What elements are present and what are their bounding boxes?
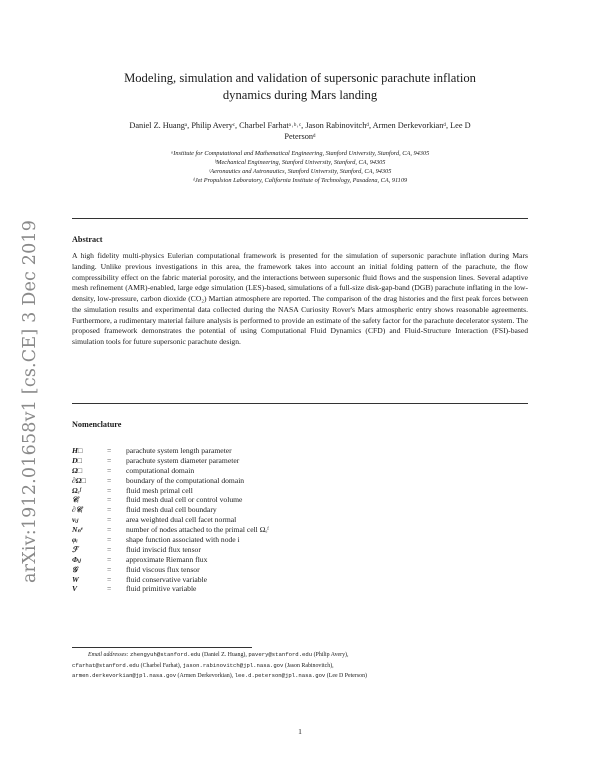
nomenclature-description: computational domain	[126, 465, 195, 475]
nomenclature-row	[72, 535, 528, 545]
email-owner: (Charbel Farhat),	[140, 662, 182, 669]
footnote-rule	[72, 647, 252, 648]
nomenclature-symbol: 𝒢	[72, 564, 78, 574]
equals-sign: =	[107, 535, 112, 545]
nomenclature-symbol: 𝒞ᵢ	[72, 495, 79, 505]
equals-sign: =	[107, 564, 112, 574]
email-link[interactable]: jason.rabinovitch@jpl.nasa.gov	[182, 661, 284, 669]
nomenclature-symbol: D□	[72, 455, 83, 465]
equals-sign: =	[107, 515, 112, 525]
abstract-heading: Abstract	[72, 235, 103, 244]
affiliations	[70, 150, 530, 186]
nomenclature-description: fluid inviscid flux tensor	[126, 544, 201, 554]
nomenclature-description: approximate Riemann flux	[126, 554, 208, 564]
nomenclature-description: fluid primitive variable	[126, 584, 197, 594]
nomenclature-symbol: Φᵢⱼ	[72, 554, 81, 564]
footnote-label: Email addresses:	[88, 652, 129, 658]
email-owner: (Jason Rabinovitch),	[284, 662, 334, 669]
nomenclature-description: number of nodes attached to the primal cell Ωₑᶠ	[126, 525, 269, 535]
nomenclature-description: fluid conservative variable	[126, 574, 207, 584]
nomenclature-description: parachute system diameter parameter	[126, 455, 240, 465]
nomenclature-description: shape function associated with node i	[126, 535, 240, 545]
nomenclature-symbol: Ωₑᶠ	[72, 485, 82, 495]
equals-sign: =	[107, 475, 112, 485]
nomenclature-symbol: Ω□	[72, 465, 83, 475]
nomenclature-symbol: ∂Ω□	[72, 475, 87, 485]
footnote-line-2	[72, 661, 528, 672]
nomenclature-list	[72, 446, 528, 594]
nomenclature-row	[72, 495, 528, 505]
affiliation-b: ᵇMechanical Engineering, Stanford University, Stanford, CA, 94305	[214, 158, 386, 166]
nomenclature-symbol: Nₙᵉ	[72, 525, 83, 535]
nomenclature-row	[72, 505, 528, 515]
title-line-1: Modeling, simulation and validation of supersonic parachute inflation	[124, 71, 476, 85]
nomenclature-description: parachute system length parameter	[126, 446, 232, 455]
nomenclature-symbol: νᵢⱼ	[72, 515, 78, 525]
equals-sign: =	[107, 495, 112, 505]
nomenclature-symbol: W	[72, 574, 79, 584]
authors	[70, 120, 530, 142]
nomenclature-row	[72, 446, 528, 456]
nomenclature-row	[72, 565, 528, 575]
email-link[interactable]: pavery@stanford.edu	[248, 651, 313, 658]
email-owner: (Daniel Z. Huang),	[202, 652, 247, 658]
nomenclature-description: fluid mesh primal cell	[126, 485, 193, 495]
nomenclature-row	[72, 575, 528, 585]
paper-title	[60, 70, 540, 104]
nomenclature-row	[72, 476, 528, 486]
nomenclature-symbol: H□	[72, 446, 83, 455]
nomenclature-description: fluid mesh dual cell or control volume	[126, 495, 243, 505]
equals-sign: =	[107, 574, 112, 584]
nomenclature-symbol: ℱ	[72, 544, 78, 554]
equals-sign: =	[107, 505, 112, 515]
equals-sign: =	[107, 446, 112, 455]
equals-sign: =	[107, 465, 112, 475]
email-link[interactable]: lee.d.peterson@jpl.nasa.gov	[234, 672, 326, 679]
footnote-line-1	[72, 650, 528, 661]
nomenclature-row	[72, 584, 528, 594]
arxiv-stamp: arXiv:1912.01658v1 [cs.CE] 3 Dec 2019	[20, 219, 40, 583]
equals-sign: =	[107, 485, 112, 495]
nomenclature-symbol: φᵢ	[72, 535, 78, 545]
abstract-top-rule	[72, 218, 528, 219]
page-number: 1	[298, 727, 302, 736]
equals-sign: =	[107, 544, 112, 554]
nomenclature-row	[72, 545, 528, 555]
nomenclature-row	[72, 515, 528, 525]
authors-line-1: Daniel Z. Huangᵃ, Philip Averyᶜ, Charbel Farhatᵃ˒ᵇ˒ᶜ, Jason Rabinovitchᵈ, Armen Derkevorkianᵈ, Lee D	[129, 121, 471, 130]
nomenclature-row	[72, 525, 528, 535]
abstract-bottom-rule	[72, 403, 528, 404]
affiliation-c: ᶜAeronautics and Astronautics, Stanford University, Stanford, CA, 94305	[208, 167, 392, 175]
equals-sign: =	[107, 554, 112, 564]
nomenclature-symbol: V	[72, 584, 78, 594]
equals-sign: =	[107, 584, 112, 594]
nomenclature-row	[72, 555, 528, 565]
authors-line-2: Petersonᵈ	[284, 132, 316, 141]
nomenclature-heading: Nomenclature	[72, 420, 122, 429]
footnote-line-3	[72, 671, 528, 682]
equals-sign: =	[107, 525, 112, 535]
affiliation-a: ᵃInstitute for Computational and Mathematical Engineering, Stanford University, Stanford, CA, 94305	[170, 150, 430, 157]
nomenclature-description: fluid mesh dual cell boundary	[126, 505, 217, 515]
email-link[interactable]: zhengyuh@stanford.edu	[130, 651, 201, 658]
affiliation-d: ᵈJet Propulsion Laboratory, California Institute of Technology, Pasadena, CA, 91109	[192, 176, 408, 184]
nomenclature-row	[72, 486, 528, 496]
nomenclature-description: fluid viscous flux tensor	[126, 564, 200, 574]
email-owner: (Armen Derkevorkian),	[177, 673, 234, 679]
nomenclature-description: boundary of the computational domain	[126, 475, 245, 485]
title-line-2: dynamics during Mars landing	[222, 88, 378, 102]
equals-sign: =	[107, 455, 112, 465]
nomenclature-row	[72, 466, 528, 476]
email-link[interactable]: cfarhat@stanford.edu	[72, 661, 140, 669]
nomenclature-symbol: ∂𝒞ᵢ	[72, 505, 83, 515]
email-owner: (Lee D Peterson)	[326, 673, 368, 679]
nomenclature-row	[72, 456, 528, 466]
email-link[interactable]: armen.derkevorkian@jpl.nasa.gov	[72, 672, 177, 679]
email-footnote	[72, 650, 528, 682]
abstract-body: A high fidelity multi-physics Eulerian computational framework is presented for the simulation of supersonic parachute inflation during Mars landing. Unlike previous investigations in this area, the framework takes into account an initial folding pattern of the parachute, the flow compressibility effect on the fabric material porosity, and the interactions between supersonic fluid flows and the suspension lines. Several adaptive mesh refinement (AMR)-enabled, large edge simulation (LES)-based, simulations of a full-size disk-gap-band (DGB) parachute inflating in the low-density, low-pressure, carbon dioxide (CO₂) Martian atmosphere are reported. The comparison of the drag histories and the first peak forces between the simulation results and experimental data collected during the NASA Curiosity Rover's Mars atmospheric entry shows reasonable agreements. Furthermore, a rudimentary material failure analysis is performed to provide an estimate of the safety factor for the parachute decelerator system. The proposed framework demonstrates the potential of using Computational Fluid Dynamics (CFD) and Fluid-Structure Interaction (FSI)-based simulation tools for future supersonic parachute design.	[72, 251, 528, 346]
email-owner: (Philip Avery),	[313, 652, 349, 658]
nomenclature-description: area weighted dual cell facet normal	[126, 515, 237, 525]
